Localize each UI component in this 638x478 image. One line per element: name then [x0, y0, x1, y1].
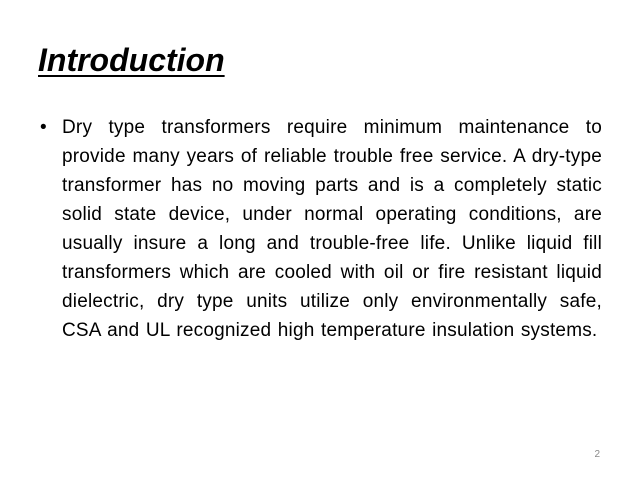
bullet-list: [40, 113, 602, 345]
page-number: 2: [594, 449, 600, 460]
bullet-marker: •: [40, 117, 47, 138]
bullet-text: Dry type transformers require minimum maintenance to provide many years of reliable trouble free service. A dry-type transformer has no moving parts and is a completely static solid state device, under normal operating conditions, are usually insure a long and trouble-free life. Unlike liquid fill transformers which are cooled with oil or fire resistant liquid dielectric, dry type units utilize only environmentally safe, CSA and UL recognized high temperature insulation systems.: [62, 117, 602, 341]
bullet-item: [40, 113, 602, 345]
slide-title: Introduction: [38, 42, 225, 78]
